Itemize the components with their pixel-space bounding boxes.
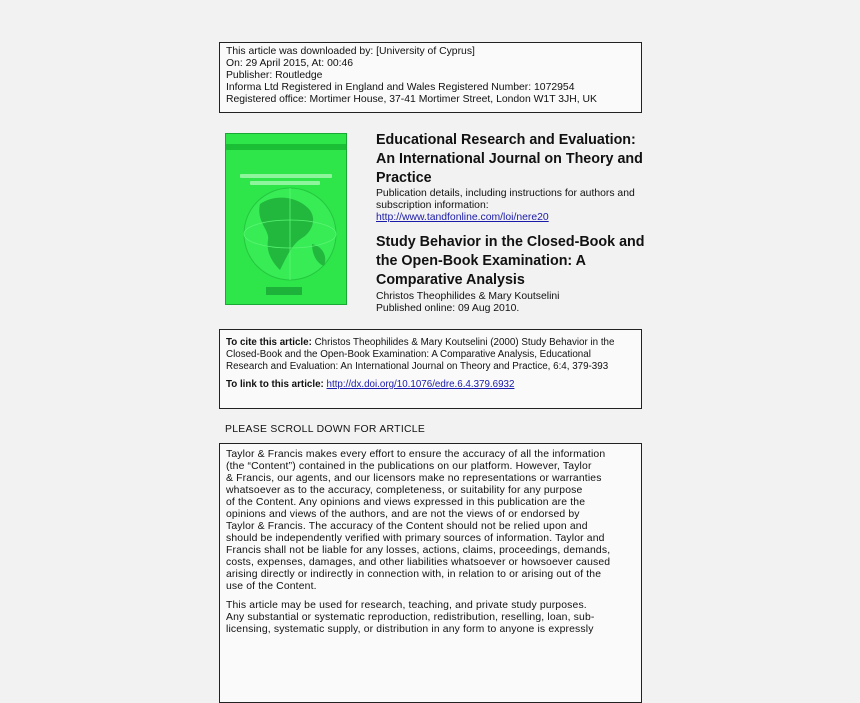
citation-box bbox=[219, 329, 642, 409]
cite-text: Christos Theophilides & Mary Koutselini (2000) Study Behavior in the Closed-Book and the Open-Book Examination: A Comparative Analysis, Educational Research and Evaluation: An International Journal on Theory and Practice, 6:4, 379-393 bbox=[226, 337, 615, 372]
disclaimer-line: Taylor & Francis. The accuracy of the Content should not be relied upon and bbox=[226, 521, 588, 532]
disclaimer-line: should be independently verified with primary sources of information. Taylor and bbox=[226, 533, 605, 544]
scroll-notice: PLEASE SCROLL DOWN FOR ARTICLE bbox=[225, 424, 426, 435]
download-line: Registered office: Mortimer House, 37-41 Mortimer Street, London W1T 3JH, UK bbox=[226, 93, 597, 105]
publication-details: Publication details, including instructions for authors and subscription information: bbox=[376, 188, 635, 211]
doi-link[interactable]: http://dx.doi.org/10.1076/edre.6.4.379.6932 bbox=[326, 379, 515, 390]
disclaimer-paragraph-1 bbox=[226, 449, 635, 593]
link-label: To link to this article: bbox=[226, 379, 324, 390]
disclaimer-box bbox=[219, 443, 642, 703]
download-info-box bbox=[219, 42, 642, 113]
article-authors: Christos Theophilides & Mary Koutselini bbox=[376, 291, 560, 302]
disclaimer-line: use of the Content. bbox=[226, 581, 317, 592]
cover-publisher-logo bbox=[266, 287, 302, 295]
disclaimer-paragraph-2 bbox=[226, 600, 635, 636]
disclaimer-line: licensing, systematic supply, or distribution in any form to anyone is expressly bbox=[226, 624, 594, 635]
journal-title: Educational Research and Evaluation: An International Journal on Theory and Practice bbox=[376, 132, 643, 187]
disclaimer-line: arising directly or indirectly in connection with, in relation to or arising out of the bbox=[226, 569, 602, 580]
cite-label: To cite this article: bbox=[226, 337, 312, 348]
journal-link[interactable]: http://www.tandfonline.com/loi/nere20 bbox=[376, 212, 549, 223]
published-date: Published online: 09 Aug 2010. bbox=[376, 303, 520, 314]
download-line: This article was downloaded by: [University of Cyprus] bbox=[226, 46, 475, 57]
disclaimer-line: opinions and views of the authors, and are not the views of or endorsed by bbox=[226, 509, 580, 520]
globe-icon bbox=[226, 134, 347, 305]
cover-title bbox=[240, 174, 332, 188]
disclaimer-line: of the Content. Any opinions and views expressed in this publication are the bbox=[226, 497, 586, 508]
download-line: On: 29 April 2015, At: 00:46 bbox=[226, 57, 354, 69]
disclaimer-line: (the “Content”) contained in the publications on our platform. However, Taylor bbox=[226, 461, 592, 472]
disclaimer-line: & Francis, our agents, and our licensors make no representations or warranties bbox=[226, 473, 602, 484]
article-title: Study Behavior in the Closed-Book and the Open-Book Examination: A Comparative Analysis bbox=[376, 234, 645, 289]
disclaimer-line: Taylor & Francis makes every effort to ensure the accuracy of all the information bbox=[226, 449, 606, 460]
disclaimer-line: Francis shall not be liable for any losses, actions, claims, proceedings, demands, bbox=[226, 545, 611, 556]
journal-cover-image bbox=[225, 133, 347, 305]
disclaimer-line: costs, expenses, damages, and other liabilities whatsoever or howsoever caused bbox=[226, 557, 611, 568]
disclaimer-line: whatsoever as to the accuracy, completeness, or suitability for any purpose bbox=[226, 485, 583, 496]
download-line: Informa Ltd Registered in England and Wales Registered Number: 1072954 bbox=[226, 81, 575, 93]
disclaimer-line: This article may be used for research, teaching, and private study purposes. bbox=[226, 600, 587, 611]
citation-text-block bbox=[226, 337, 635, 373]
article-link-row bbox=[226, 379, 635, 391]
disclaimer-line: Any substantial or systematic reproduction, redistribution, reselling, loan, sub- bbox=[226, 612, 595, 623]
download-line: Publisher: Routledge bbox=[226, 69, 323, 81]
